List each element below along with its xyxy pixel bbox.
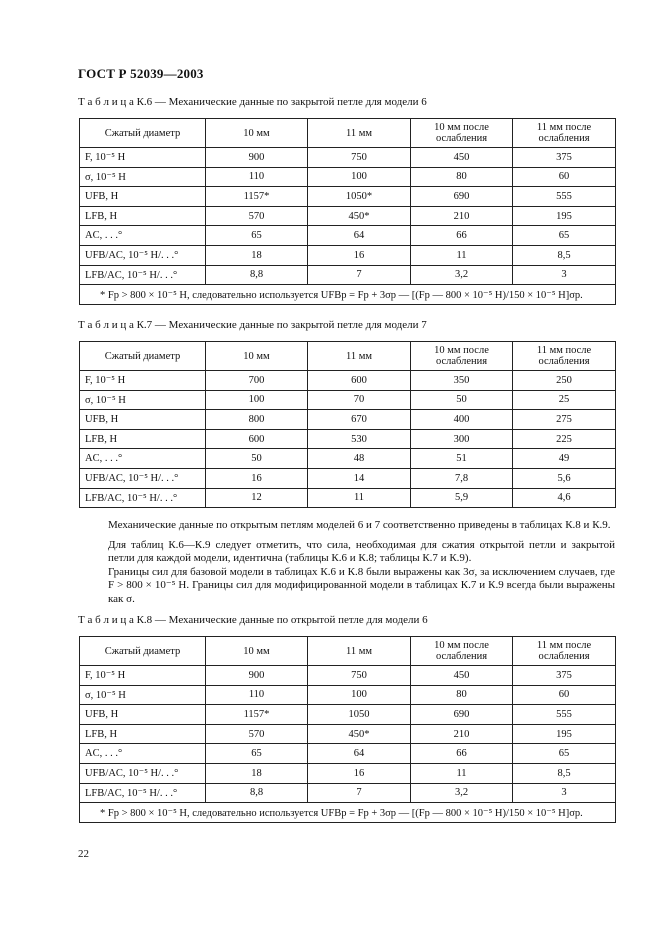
row-label: F, 10⁻⁵ Н <box>80 371 206 391</box>
table-cell: 3 <box>513 265 616 285</box>
table-header-row <box>80 119 616 148</box>
row-label: LFB/AC, 10⁻⁵ Н/. . .° <box>80 783 206 803</box>
paragraph: Механические данные по открытым петлям моделей 6 и 7 соответственно приведены в таблицах К.8 и К.9. <box>108 519 611 531</box>
body-text <box>78 519 615 606</box>
table-k8 <box>79 636 616 823</box>
table-header-row <box>80 342 616 371</box>
table-row <box>80 488 616 508</box>
table-cell: 70 <box>308 390 411 410</box>
table-row <box>80 226 616 246</box>
table-cell: 65 <box>206 226 308 246</box>
table-cell: 7 <box>308 783 411 803</box>
table-cell: 750 <box>308 666 411 686</box>
header-cell: 11 мм <box>308 342 411 371</box>
paragraph: Границы сил для базовой модели в таблицах К.6 и К.8 были выражены как 3σ, за исключением случаев, где F > 800 × 10⁻⁵ Н. Границы сил для модифицированной модели в таблицах К.7 и К.9 всегда были выражены как σ. <box>108 565 615 605</box>
row-label: σ, 10⁻⁵ Н <box>80 685 206 705</box>
row-label: AC, . . .° <box>80 449 206 469</box>
table-cell: 64 <box>308 744 411 764</box>
table-row <box>80 410 616 430</box>
table-cell: 225 <box>513 429 616 449</box>
table-cell: 690 <box>411 187 513 207</box>
table-row <box>80 744 616 764</box>
page-number: 22 <box>78 848 89 860</box>
table-cell: 555 <box>513 705 616 725</box>
header-cell: 10 мм после ослабления <box>411 637 513 666</box>
row-label: σ, 10⁻⁵ Н <box>80 390 206 410</box>
table-cell: 66 <box>411 226 513 246</box>
row-label: UFB, Н <box>80 187 206 207</box>
table-cell: 65 <box>206 744 308 764</box>
table-footnote-row <box>80 285 616 305</box>
table-row <box>80 167 616 187</box>
row-label: AC, . . .° <box>80 744 206 764</box>
table-cell: 375 <box>513 666 616 686</box>
table-row <box>80 763 616 783</box>
table-row <box>80 429 616 449</box>
table-cell: 3,2 <box>411 783 513 803</box>
row-label: LFB, Н <box>80 206 206 226</box>
table-cell: 18 <box>206 245 308 265</box>
document-header: ГОСТ Р 52039—2003 <box>78 66 204 81</box>
header-cell: 11 мм <box>308 119 411 148</box>
table-cell: 51 <box>411 449 513 469</box>
table-cell: 16 <box>308 763 411 783</box>
table-cell: 600 <box>308 371 411 391</box>
row-label: UFB/AC, 10⁻⁵ Н/. . .° <box>80 245 206 265</box>
table-cell: 65 <box>513 744 616 764</box>
table-k8-caption: Т а б л и ц а К.8 — Механические данные по открытой петле для модели 6 <box>78 614 428 626</box>
table-cell: 690 <box>411 705 513 725</box>
table-cell: 50 <box>206 449 308 469</box>
table-cell: 900 <box>206 148 308 168</box>
table-cell: 100 <box>308 167 411 187</box>
table-cell: 750 <box>308 148 411 168</box>
table-cell: 700 <box>206 371 308 391</box>
table-cell: 25 <box>513 390 616 410</box>
table-cell: 11 <box>308 488 411 508</box>
table-cell: 570 <box>206 206 308 226</box>
row-label: F, 10⁻⁵ Н <box>80 148 206 168</box>
header-cell: Сжатый диаметр <box>80 637 206 666</box>
table-cell: 195 <box>513 206 616 226</box>
table-cell: 900 <box>206 666 308 686</box>
header-cell: 10 мм <box>206 342 308 371</box>
table-cell: 450* <box>308 206 411 226</box>
table-cell: 1157* <box>206 705 308 725</box>
table-cell: 670 <box>308 410 411 430</box>
table-cell: 18 <box>206 763 308 783</box>
header-cell: 11 мм после ослабления <box>513 119 616 148</box>
table-cell: 48 <box>308 449 411 469</box>
table-cell: 275 <box>513 410 616 430</box>
table-row <box>80 783 616 803</box>
table-cell: 80 <box>411 685 513 705</box>
row-label: LFB/AC, 10⁻⁵ Н/. . .° <box>80 488 206 508</box>
row-label: F, 10⁻⁵ Н <box>80 666 206 686</box>
table-row <box>80 449 616 469</box>
table-cell: 195 <box>513 724 616 744</box>
table-cell: 450 <box>411 148 513 168</box>
table-cell: 8,8 <box>206 265 308 285</box>
table-footnote: * Fp > 800 × 10⁻⁵ Н, следовательно используется UFBp = Fp + 3σp — [(Fp — 800 × 10⁻⁵ Н)/150 × 10⁻⁵ Н]σp. <box>80 803 616 823</box>
header-cell: Сжатый диаметр <box>80 342 206 371</box>
table-row <box>80 148 616 168</box>
table-cell: 450 <box>411 666 513 686</box>
header-cell: 11 мм после ослабления <box>513 637 616 666</box>
table-cell: 5,6 <box>513 468 616 488</box>
header-cell: 10 мм <box>206 119 308 148</box>
header-cell: Сжатый диаметр <box>80 119 206 148</box>
table-row <box>80 371 616 391</box>
table-cell: 100 <box>206 390 308 410</box>
table-header-row <box>80 637 616 666</box>
row-label: σ, 10⁻⁵ Н <box>80 167 206 187</box>
header-cell: 10 мм после ослабления <box>411 119 513 148</box>
table-k6-caption: Т а б л и ц а К.6 — Механические данные по закрытой петле для модели 6 <box>78 96 427 108</box>
table-row <box>80 666 616 686</box>
table-cell: 50 <box>411 390 513 410</box>
table-cell: 300 <box>411 429 513 449</box>
row-label: UFB/AC, 10⁻⁵ Н/. . .° <box>80 763 206 783</box>
table-cell: 60 <box>513 685 616 705</box>
table-cell: 66 <box>411 744 513 764</box>
table-k7 <box>79 341 616 508</box>
table-cell: 3 <box>513 783 616 803</box>
table-cell: 800 <box>206 410 308 430</box>
table-cell: 60 <box>513 167 616 187</box>
table-row <box>80 265 616 285</box>
table-cell: 570 <box>206 724 308 744</box>
row-label: LFB, Н <box>80 724 206 744</box>
table-cell: 210 <box>411 206 513 226</box>
table-cell: 4,6 <box>513 488 616 508</box>
table-row <box>80 468 616 488</box>
table-cell: 12 <box>206 488 308 508</box>
table-cell: 7,8 <box>411 468 513 488</box>
table-cell: 80 <box>411 167 513 187</box>
table-cell: 1157* <box>206 187 308 207</box>
table-cell: 400 <box>411 410 513 430</box>
header-cell: 10 мм <box>206 637 308 666</box>
row-label: LFB, Н <box>80 429 206 449</box>
table-cell: 65 <box>513 226 616 246</box>
table-cell: 1050 <box>308 705 411 725</box>
table-cell: 210 <box>411 724 513 744</box>
header-cell: 10 мм после ослабления <box>411 342 513 371</box>
table-row <box>80 206 616 226</box>
table-cell: 350 <box>411 371 513 391</box>
table-cell: 14 <box>308 468 411 488</box>
table-cell: 1050* <box>308 187 411 207</box>
table-footnote: * Fp > 800 × 10⁻⁵ Н, следовательно используется UFBp = Fp + 3σp — [(Fp — 800 × 10⁻⁵ Н)/150 × 10⁻⁵ Н]σp. <box>80 285 616 305</box>
table-cell: 600 <box>206 429 308 449</box>
table-cell: 8,5 <box>513 763 616 783</box>
table-k7-caption: Т а б л и ц а К.7 — Механические данные по закрытой петле для модели 7 <box>78 319 427 331</box>
table-cell: 49 <box>513 449 616 469</box>
header-cell: 11 мм <box>308 637 411 666</box>
table-cell: 530 <box>308 429 411 449</box>
table-footnote-row <box>80 803 616 823</box>
table-cell: 11 <box>411 763 513 783</box>
table-row <box>80 187 616 207</box>
table-cell: 3,2 <box>411 265 513 285</box>
table-cell: 5,9 <box>411 488 513 508</box>
table-cell: 555 <box>513 187 616 207</box>
table-cell: 8,8 <box>206 783 308 803</box>
table-row <box>80 245 616 265</box>
table-cell: 100 <box>308 685 411 705</box>
table-cell: 110 <box>206 685 308 705</box>
table-k6 <box>79 118 616 305</box>
table-cell: 16 <box>308 245 411 265</box>
row-label: UFB, Н <box>80 705 206 725</box>
header-cell: 11 мм после ослабления <box>513 342 616 371</box>
table-cell: 110 <box>206 167 308 187</box>
table-row <box>80 705 616 725</box>
paragraph: Для таблиц К.6—К.9 следует отметить, что сила, необходимая для сжатия открытой петли и закрытой петли для каждой модели, идентична (таблицы К.6 и К.8; таблицы К.7 и К.9). <box>108 538 615 564</box>
row-label: UFB/AC, 10⁻⁵ Н/. . .° <box>80 468 206 488</box>
row-label: UFB, Н <box>80 410 206 430</box>
table-cell: 7 <box>308 265 411 285</box>
table-cell: 8,5 <box>513 245 616 265</box>
table-row <box>80 685 616 705</box>
table-cell: 450* <box>308 724 411 744</box>
table-row <box>80 724 616 744</box>
table-cell: 11 <box>411 245 513 265</box>
table-cell: 250 <box>513 371 616 391</box>
row-label: AC, . . .° <box>80 226 206 246</box>
row-label: LFB/AC, 10⁻⁵ Н/. . .° <box>80 265 206 285</box>
table-row <box>80 390 616 410</box>
table-cell: 64 <box>308 226 411 246</box>
table-cell: 375 <box>513 148 616 168</box>
table-cell: 16 <box>206 468 308 488</box>
